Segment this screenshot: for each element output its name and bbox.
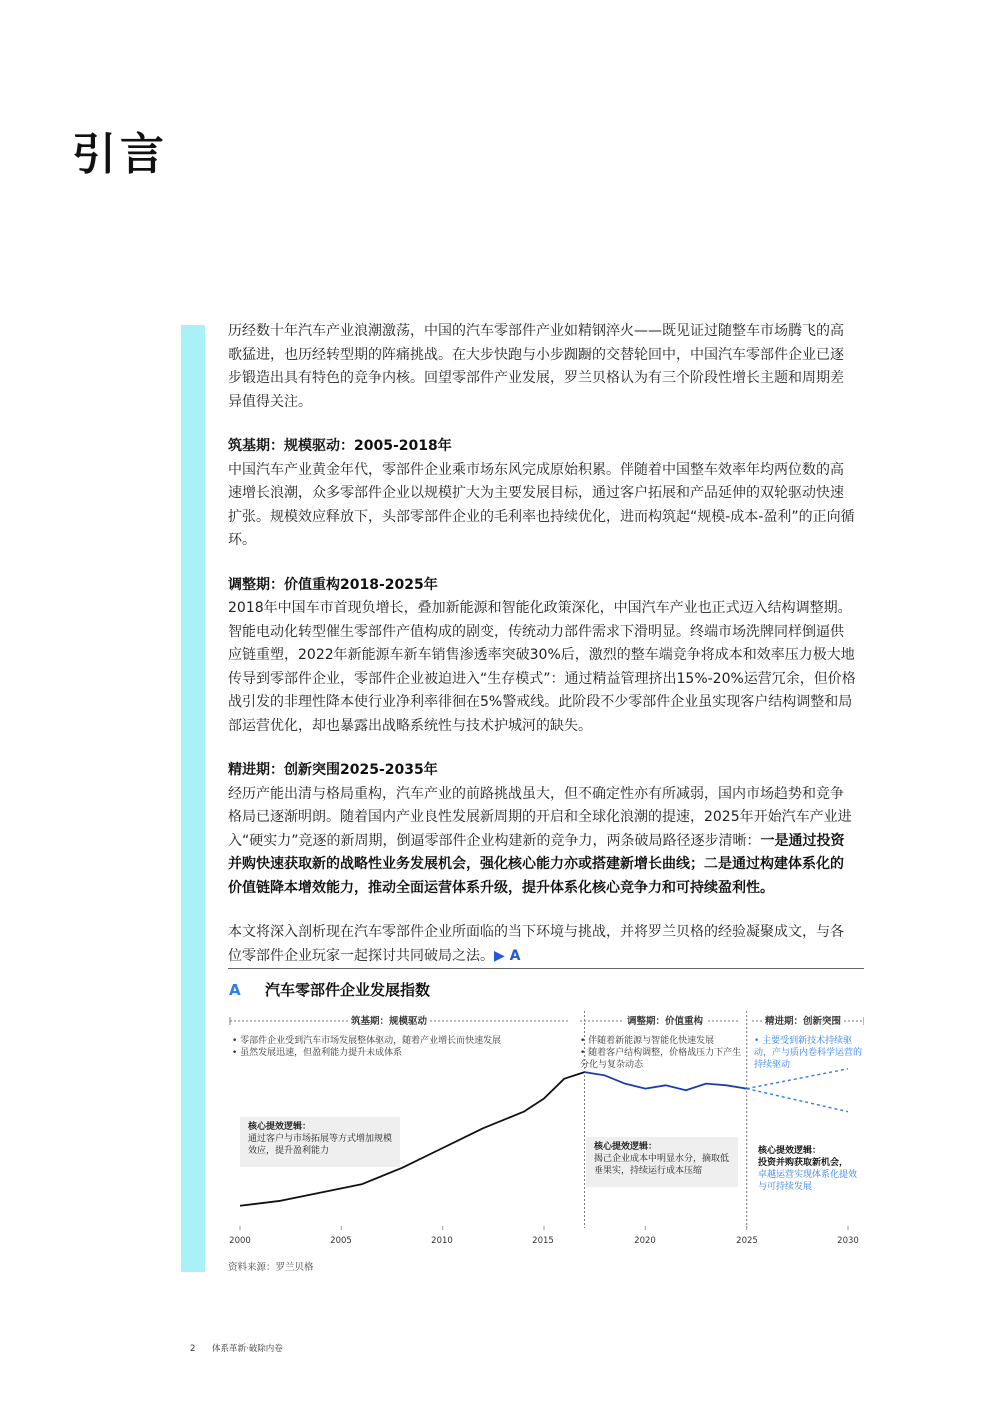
callout-foundation bbox=[240, 1117, 400, 1167]
development-index-chart bbox=[228, 1009, 864, 1249]
page-footer bbox=[190, 1342, 283, 1354]
index-line-adjustment bbox=[585, 1072, 747, 1090]
phase1-bullets: • 零部件企业受到汽车市场发展整体驱动，随着产业增长而快速发展 • 虽然发展迅速，但盈利能力提升未成体系 bbox=[232, 1036, 502, 1058]
accent-bar bbox=[181, 325, 205, 1272]
page-number: 2 bbox=[190, 1344, 196, 1354]
section-body: 2018年中国车市首现负增长，叠加新能源和智能化政策深化，中国汽车产业也正式迈入结构调整期。智能电动化转型催生零部件产值构成的剧变，传统动力部件需求下滑明显。终端市场洗牌同样倒逼供应链重塑，2022年新能源车新车销售渗透率突破30%后，激烈的整车端竞争将成本和效率压力极大地传导到零部件企业，零部件企业被迫进入“生存模式”：通过精益管理挤出15%-20%运营冗余，但价格战引发的非理性降本使行业净利率徘徊在5%警戒线。此阶段不少零部件企业虽实现客户结构调整和局部运营优化，却也暴露出战略系统性与技术护城河的缺失。 bbox=[228, 600, 856, 734]
x-tick-label: 2000 bbox=[229, 1236, 251, 1246]
section-heading: 筑基期：规模驱动：2005-2018年 bbox=[228, 438, 452, 454]
section-heading: 精进期：创新突围2025-2035年 bbox=[228, 762, 438, 778]
x-tick-label: 2025 bbox=[736, 1236, 758, 1246]
callout-body: 揭己企业成本中明显水分，摘取低垂果实，持续运行成本压缩 bbox=[594, 1154, 730, 1176]
callout-body-highlight: 卓越运营实现体系化提效与可持续发展 bbox=[758, 1170, 858, 1192]
section-body-emphasis: 一是通过投资并购快速获取新的战略性业务发展机会，强化核心能力亦或搭建新增长曲线；二是通过构建体系化的价值链降本增效能力，推动全面运营体系升级，提升体系化核心竞争力和可持续盈利性。 bbox=[228, 832, 845, 896]
section-body: 中国汽车产业黄金年代，零部件企业乘市场东风完成原始积累。伴随着中国整车效率年均两位数的高速增长浪潮，众多零部件企业以规模扩大为主要发展目标，通过客户拓展和产品延伸的双轮驱动快速扩张。规模效应释放下，头部零部件企业的毛利率也持续优化，进而构筑起“规模-成本-盈利”的正向循环。 bbox=[228, 461, 855, 548]
closing-paragraph bbox=[228, 921, 856, 968]
exhibit-header bbox=[228, 979, 864, 1001]
source-note: 资料来源：罗兰贝格 bbox=[228, 1262, 314, 1273]
x-tick-label: 2015 bbox=[532, 1236, 554, 1246]
section-heading: 调整期：价值重构2018-2025年 bbox=[228, 576, 438, 593]
section-body bbox=[228, 783, 856, 901]
exhibit-reference-link[interactable]: ▶ A bbox=[494, 947, 521, 964]
x-tick-label: 2020 bbox=[634, 1236, 656, 1246]
callout-title: 核心提效逻辑： bbox=[758, 1146, 822, 1156]
forecast-line-upside bbox=[747, 1069, 848, 1089]
callout-title: 核心提效逻辑： bbox=[248, 1122, 312, 1132]
callout-title: 核心提效逻辑： bbox=[594, 1142, 658, 1152]
article-body bbox=[228, 320, 856, 968]
phase-label-adjustment: 调整期：价值重构 bbox=[624, 1013, 706, 1027]
phase2-bullets: • 伴随着新能源与智能化快速发展 • 随着客户结构调整，价格战压力下产生分化与复杂动态 bbox=[580, 1036, 742, 1070]
closing-text: 本文将深入剖析现在汽车零部件企业所面临的当下环境与挑战，并将罗兰贝格的经验凝聚成文，与各位零部件企业玩家一起探讨共同破局之法。 bbox=[228, 924, 844, 964]
forecast-line-downside bbox=[747, 1089, 848, 1112]
exhibit-letter: A bbox=[229, 981, 241, 999]
x-tick-label: 2010 bbox=[431, 1236, 453, 1246]
callout-refinement bbox=[758, 1145, 862, 1193]
exhibit bbox=[228, 968, 864, 1249]
page-title: 引言 bbox=[72, 129, 168, 180]
phase-label-foundation: 筑基期：规模驱动 bbox=[348, 1013, 430, 1027]
footer-title: 体系革新·破除内卷 bbox=[212, 1344, 283, 1354]
x-tick-label: 2005 bbox=[330, 1236, 352, 1246]
callout-body: 投资并购获取新机会， bbox=[758, 1158, 849, 1168]
section-body-text: 经历产能出清与格局重构，汽车产业的前路挑战虽大，但不确定性亦有所减弱，国内市场趋势和竞争格局已逐渐明朗。随着国内产业良性发展新周期的开启和全球化浪潮的提速，2025年开始汽车产业进入“硬实力”竞逐的新周期，倒逼零部件企业构建新的竞争力，两条破局路径逐步清晰： bbox=[228, 785, 852, 849]
callout-adjustment bbox=[586, 1137, 738, 1187]
phase3-bullets: • 主要受到新技术持续驱动，产与质内卷科学运营的持续驱动 bbox=[754, 1036, 863, 1070]
x-tick-label: 2030 bbox=[837, 1236, 859, 1246]
exhibit-title: 汽车零部件企业发展指数 bbox=[265, 981, 431, 999]
callout-body: 通过客户与市场拓展等方式增加规模效应，提升盈利能力 bbox=[248, 1134, 393, 1156]
phase-label-refinement: 精进期：创新突围 bbox=[762, 1013, 844, 1027]
intro-paragraph: 历经数十年汽车产业浪潮激荡，中国的汽车零部件产业如精钢淬火——既见证过随整车市场腾飞的高歌猛进，也历经转型期的阵痛挑战。在大步快跑与小步踟蹰的交替轮回中，中国汽车零部件企业已逐步锻造出具有特色的竞争内核。回望零部件产业发展，罗兰贝格认为有三个阶段性增长主题和周期差异值得关注。 bbox=[228, 323, 844, 410]
